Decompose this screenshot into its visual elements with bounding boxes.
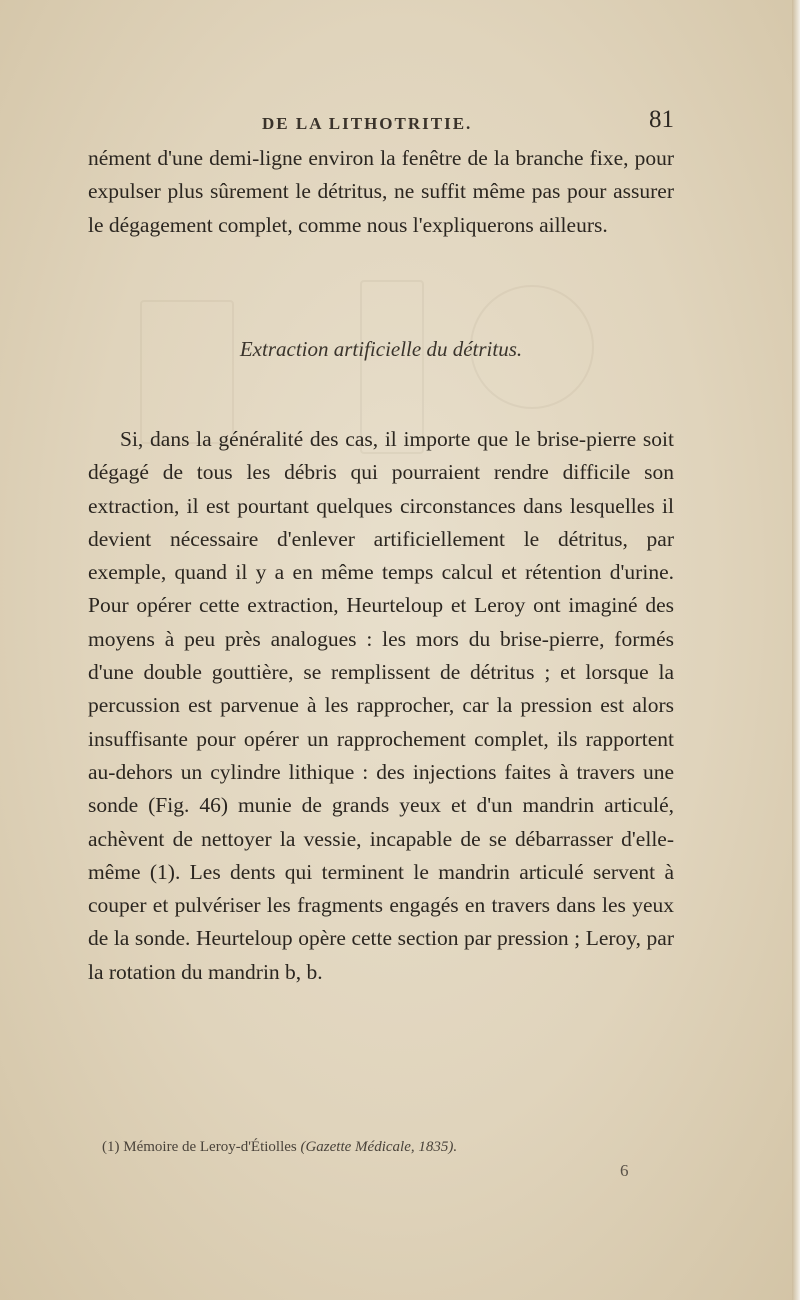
- page-edge: [792, 0, 800, 1300]
- footnote-marker: (1): [102, 1139, 120, 1155]
- section-title: Extraction artificielle du détritus.: [239, 337, 523, 361]
- page-header: [88, 106, 674, 138]
- footnote-source: (Gazette Médicale, 1835).: [300, 1139, 458, 1155]
- running-head: DE LA LITHOTRITIE.: [262, 114, 473, 133]
- paragraph-continued: nément d'une demi-ligne environ la fenêtre de la branche fixe, pour expulser plus sûrement le détritus, ne suffit même pas pour assurer le dégagement complet, comme nous l'expliquerons ailleurs.: [88, 146, 674, 237]
- footnote: [102, 1139, 662, 1156]
- footnote-text: Mémoire de Leroy-d'Étiolles: [123, 1139, 297, 1155]
- page-number: 81: [649, 106, 674, 133]
- paragraph-extraction: Si, dans la généralité des cas, il importe que le brise-pierre soit dégagé de tous les débris qui pourraient rendre difficile son extraction, il est pourtant quelques circonstances dans lesquelles il devient nécessaire d'enlever artificiellement le détritus, par exemple, quand il y a en même temps calcul et rétention d'urine. Pour opérer cette extraction, Heurteloup et Leroy ont imaginé des moyens à peu près analogues : les mors du brise-pierre, formés d'une double gouttière, se remplissent de détritus ; et lorsque la percussion est parvenue à les rapprocher, car la pression est alors insuffisante pour opérer un rapprochement complet, ils rapportent au-dehors un cylindre lithique : des injections faites à travers une sonde (Fig. 46) munie de grands yeux et d'un mandrin articulé, achèvent de nettoyer la vessie, incapable de se débarrasser d'elle-même (1). Les dents qui terminent le mandrin articulé servent à couper et pulvériser les fragments engagés en travers dans les yeux de la sonde. Heurteloup opère cette section par pression ; Leroy, par la rotation du mandrin b, b.: [88, 427, 674, 984]
- signature-mark: 6: [620, 1161, 629, 1180]
